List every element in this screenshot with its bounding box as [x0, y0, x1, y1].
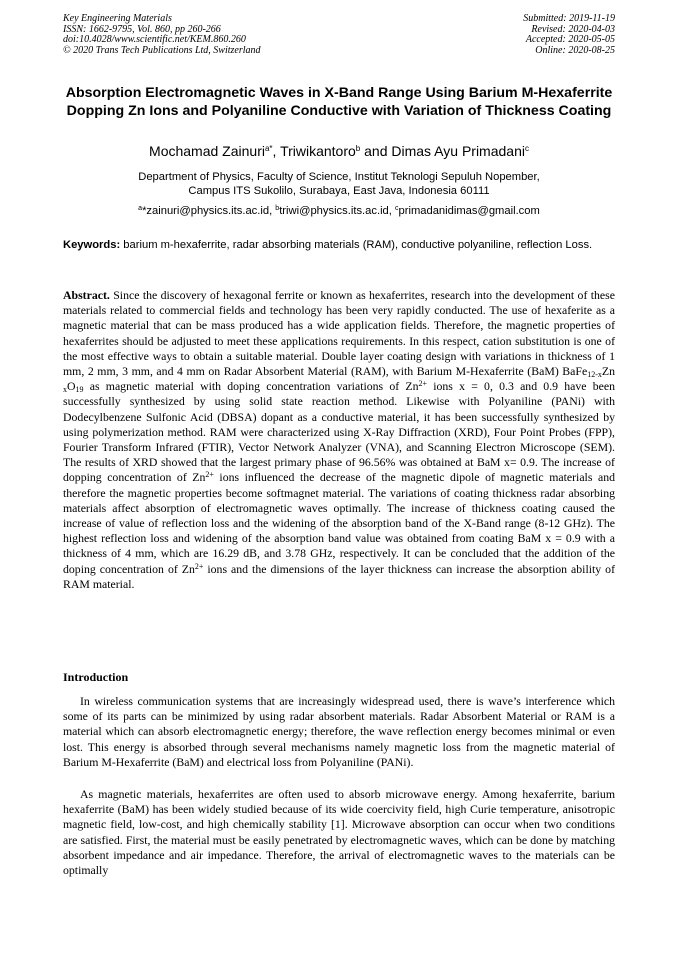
introduction-paragraph: In wireless communication systems that are increasingly widespread used, there is wave’s interference which some of its parts can be minimized by using radar absorbent materials. Radar Absorbent Material or RAM is a material which can absorb electromagnetic energy; therefore, the wave reflection energy becomes minimal or even lost. This energy is absorbed through several mechanisms namely magnetic loss from the magnetic material of Barium M-Hexaferrite (BaM) and electrical loss from Polyaniline (PANi). [63, 694, 615, 769]
email-marker: b [275, 205, 280, 212]
keywords [63, 239, 615, 253]
formula-subscript: 19 [75, 385, 84, 395]
author-marker: c [524, 144, 529, 153]
author-name: Mochamad Zainuri [149, 143, 265, 159]
author-separator: and [360, 143, 392, 159]
abstract-text: ions and the dimensions of the layer thickness can increase the absorption ability of RAM material. [63, 561, 616, 591]
author-name: Dimas Ayu Primadani [391, 143, 525, 159]
abstract-label: Abstract. [63, 288, 110, 302]
email-link[interactable]: triwi@physics.its.ac.id, [279, 205, 396, 217]
abstract-text: Zn [601, 364, 615, 379]
formula-subscript: x [63, 385, 67, 395]
abstract-text: O [67, 379, 76, 394]
accepted-date: Accepted: 2020-05-05 [525, 34, 615, 46]
formula-subscript: 12-x [587, 370, 602, 380]
submitted-date: Submitted: 2019-11-19 [523, 13, 615, 24]
journal-copyright: © 2020 Trans Tech Publications Ltd, Switzerland [63, 44, 261, 56]
abstract-text: Since the discovery of hexagonal ferrite or known as hexaferrites, research into the development of these materials related to commercial fields and technology has been very rapidly conducted. The use of hexaferite as a magnetic material that can be mass produced has a wide application fields. Therefore, the magnetic properties of hexaferrites should be adjusted to meet these applications requirements. In this respect, cation substitution is one of the most effective ways to obtain a suitable material. Double layer coating design with variations in thickness of 1 mm, 2 mm, 3 mm, and 4 mm on Radar Absorbent Material (RAM), with Barium M-Hexaferrite (BaM) BaFe [63, 288, 615, 379]
author-name: Triwikantoro [280, 143, 356, 159]
revised-date: Revised: 2020-04-03 [531, 23, 615, 35]
keywords-text: barium m-hexaferrite, radar absorbing materials (RAM), conductive polyaniline, reflection Loss. [120, 239, 593, 251]
journal-name: Key Engineering Materials [63, 13, 172, 24]
email-link[interactable]: *zainuri@physics.its.ac.id, [142, 205, 276, 217]
introduction-paragraph: As magnetic materials, hexaferrites are often used to absorb microwave energy. Among hexaferrite, barium hexaferrite (BaM) has been widely studied because of its wide coercivity field, high Curie temperature, anisotropic magnetic field, low-cost, and high chemically stability [1]. Microwave absorption can occur when two conditions are satisfied. First, the material must be easily penetrated by electromagnetic waves, which can be done by matching absorbent impedance and air impedance. Therefore, the arrival of electromagnetic waves to the materials can be optimally [63, 787, 615, 878]
author-list [63, 143, 615, 160]
author-separator: , [272, 143, 281, 159]
introduction-heading: Introduction [63, 670, 129, 684]
email-marker: c [395, 205, 399, 212]
affiliation-line: Campus ITS Sukolilo, Surabaya, East Java, Indonesia 60111 [188, 185, 490, 197]
ion-charge: 2+ [194, 561, 204, 571]
ion-charge: 2+ [418, 379, 428, 389]
journal-issn: ISSN: 1662-9795, Vol. 860, pp 260-266 [63, 23, 221, 35]
paper-title: Absorption Electromagnetic Waves in X-Band Range Using Barium M-Hexaferrite Dopping Zn Ions and Polyaniline Conductive with Variation of Thickness Coating [65, 85, 613, 120]
online-date: Online: 2020-08-25 [535, 44, 615, 56]
affiliation-line: Department of Physics, Faculty of Science, Institut Teknologi Sepuluh Nopember, [138, 171, 540, 183]
journal-doi: doi:10.4028/www.scientific.net/KEM.860.260 [63, 34, 246, 46]
email-link[interactable]: primadanidimas@gmail.com [398, 205, 540, 217]
abstract-text: as magnetic material with doping concentration variations of Zn [83, 379, 419, 394]
email-marker: a [138, 205, 143, 212]
abstract [63, 288, 615, 592]
abstract-text: ions x = 0, 0.3 and 0.9 have been successfully synthesized by using solid state reaction method. Likewise with Polyaniline (PANi) with Dodecylbenzene Sulfonic Acid (DBSA) dopant as a conductive material, it has been successfully synthesized by using polymerization method. RAM were characterized using X-Ray Diffraction (XRD), Four Point Probes (FPP), Fourier Transform Infrared (FTIR), Vector Network Analyzer (VNA), and Scanning Electron Microscope (SEM). The results of XRD showed that the largest primary phase of 96.56% was obtained at BaM x= 0.9. The increase of dopping concentration of Zn [63, 379, 615, 485]
journal-info [63, 14, 261, 56]
author-marker: b [355, 144, 361, 153]
author-emails [63, 204, 615, 218]
ion-charge: 2+ [205, 470, 214, 480]
author-marker: a* [264, 144, 273, 153]
affiliation [63, 170, 615, 198]
abstract-text: ions influenced the decrease of the magnetic dipole of magnetic materials and therefore the magnetic properties become softmagnet material. The variations of coating thickness radar absorbing materials affect absorption of electromagnetic waves optimally. The increase of thickness coating caused the increase of value of reflection loss and the widening of the absorption band of the X-Band range (8-12 GHz). The highest reflection loss and widening of the absorption band value was obtained from coating BaM x = 0.9 with a thickness of 4 mm, which are 16.29 dB, and 3.78 GHz, respectively. It can be concluded that the addition of the doping concentration of Zn [63, 470, 615, 576]
keywords-label: Keywords: [63, 239, 121, 251]
submission-dates [523, 14, 615, 56]
